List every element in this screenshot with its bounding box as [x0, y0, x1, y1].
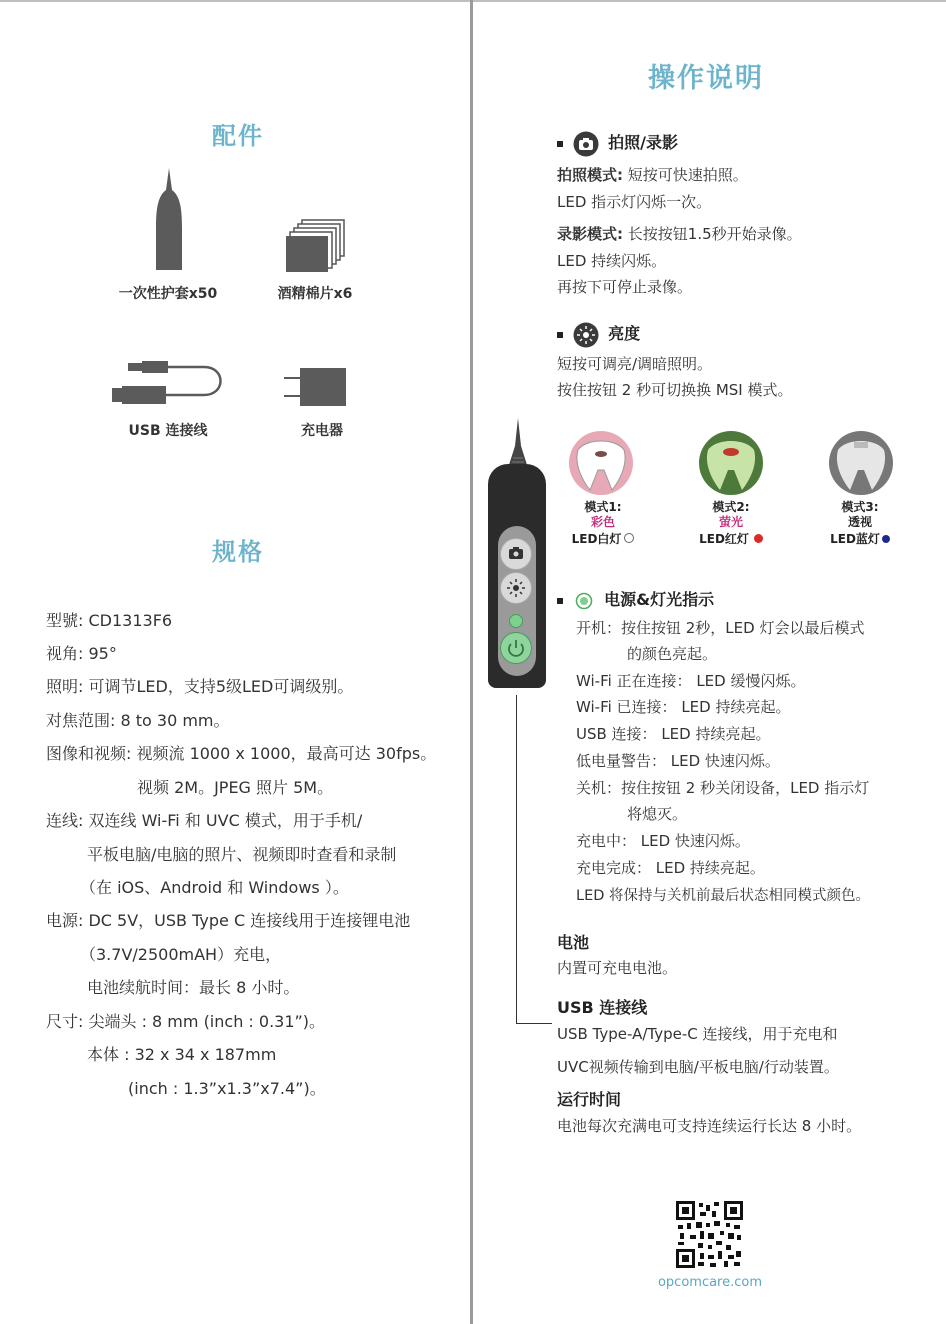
spec-dimensions: 尺寸: 尖端头 : 8 mm (inch : 0.31”)。 — [46, 1012, 326, 1031]
mode3-name: 模式3: — [841, 500, 879, 514]
brightness-heading-text: 亮度 — [608, 324, 641, 343]
center-fold-divider — [470, 0, 473, 1324]
power-led-heading-text: 电源&灯光指示 — [604, 590, 715, 609]
specs-title: 规格 — [212, 538, 264, 566]
spec-model: 型號: CD1313F6 — [46, 611, 173, 630]
brightness-icon — [573, 322, 599, 348]
photo-mode-line — [557, 164, 748, 185]
video-stop-line: 再按下可停止录像。 — [557, 278, 693, 296]
photo-video-heading — [557, 130, 678, 157]
spec-lighting: 照明: 可调节LED，支持5级LED可调级别。 — [46, 677, 354, 696]
accessory-label-usb: USB 连接线 — [128, 423, 208, 439]
mode2-name: 模式2: — [712, 500, 750, 514]
power-line-9: 充电中： LED 快速闪烁。 — [576, 832, 750, 850]
brightness-line-2: 按住按钮 2 秒可切换换 MSI 模式。 — [557, 381, 793, 399]
spec-image-video-cont: 视频 2M。JPEG 照片 5M。 — [137, 778, 334, 797]
power-line-5: USB 连接： LED 持续亮起。 — [576, 725, 771, 743]
brightness-heading — [557, 321, 640, 348]
power-line-8: 将熄灭。 — [627, 805, 688, 823]
bullet-square — [557, 332, 563, 338]
runtime-heading: 运行时间 — [557, 1090, 622, 1109]
spec-connection-cont-2: （在 iOS、Android 和 Windows ）。 — [80, 878, 349, 897]
connector-line-horizontal — [516, 1023, 552, 1024]
power-line-3: Wi-Fi 正在连接： LED 缓慢闪烁。 — [576, 672, 806, 690]
spec-dimensions-inch: (inch : 1.3”x1.3”x7.4”)。 — [128, 1079, 326, 1098]
sheath-icon — [150, 168, 188, 272]
accessory-label-charger: 充电器 — [301, 423, 343, 439]
usb-cable-line-2: UVC视频传输到电脑/平板电脑/行动装置。 — [557, 1058, 839, 1076]
otoscope-device — [488, 418, 548, 688]
accessory-label-sheath: 一次性护套x50 — [118, 286, 218, 302]
spec-power: 电源: DC 5V，USB Type C 连接线用于连接锂电池 — [46, 911, 411, 930]
brightness-line-1: 短按可调亮/调暗照明。 — [557, 355, 713, 373]
mode3-led-dot — [882, 535, 890, 543]
photo-led-line: LED 指示灯闪烁一次。 — [557, 193, 712, 211]
device-camera-button — [500, 538, 532, 570]
power-line-7: 关机：按住按钮 2 秒关闭设备，LED 指示灯 — [576, 779, 870, 797]
mode1-led-text: LED白灯 — [571, 532, 622, 546]
power-led-heading — [557, 587, 714, 610]
camera-icon — [573, 131, 599, 157]
usb-cable-heading: USB 连接线 — [557, 998, 648, 1017]
power-icon — [501, 633, 531, 663]
device-tip — [506, 418, 530, 468]
spec-power-cont-1: （3.7V/2500mAH）充电， — [80, 945, 282, 964]
power-line-11: LED 将保持与关机前最后状态相同模式颜色。 — [576, 888, 871, 904]
mode1-led-dot — [624, 533, 634, 543]
mode2-led-dot — [754, 534, 763, 543]
photo-mode-text: 短按可快速拍照。 — [627, 166, 748, 184]
power-line-2: 的颜色亮起。 — [627, 645, 718, 663]
mode2-caption — [676, 500, 786, 547]
photo-mode-label: 拍照模式: — [557, 166, 623, 184]
connector-line-vertical — [516, 695, 517, 1024]
spec-image-video: 图像和视频: 视频流 1000 x 1000，最高可达 30fps。 — [46, 744, 437, 763]
power-indicator-icon — [575, 592, 593, 610]
power-line-6: 低电量警告： LED 快速闪烁。 — [576, 752, 780, 770]
device-power-button — [500, 632, 532, 664]
mode2-led-text: LED红灯 — [699, 532, 749, 546]
brightness-icon — [501, 573, 531, 603]
usb-cable-line-1: USB Type-A/Type-C 连接线，用于充电和 — [557, 1025, 838, 1043]
spec-dimensions-body: 本体 : 32 x 34 x 187mm — [87, 1045, 277, 1064]
mode2-led-line — [676, 532, 786, 547]
video-mode-line — [557, 223, 802, 244]
usb-cable-icon — [108, 358, 228, 408]
spec-connection: 连线: 双连线 Wi-Fi 和 UVC 模式，用于手机/ — [46, 811, 363, 830]
video-mode-text: 长按按钮1.5秒开始录像。 — [627, 225, 802, 243]
battery-text: 内置可充电电池。 — [557, 959, 678, 977]
spec-focus-range: 对焦范围: 8 to 30 mm。 — [46, 711, 230, 730]
mode3-led-text: LED蓝灯 — [830, 532, 880, 546]
camera-icon — [501, 539, 531, 569]
mode3-led-line — [805, 532, 915, 547]
mode1-led-line — [548, 532, 658, 547]
qr-code[interactable] — [676, 1201, 743, 1268]
video-led-line: LED 持续闪烁。 — [557, 252, 667, 270]
bullet-square — [557, 141, 563, 147]
mode3-caption — [805, 500, 915, 547]
mode3-color-name: 透视 — [847, 515, 872, 529]
photo-video-heading-text: 拍照/录影 — [608, 133, 679, 152]
website-link[interactable]: opcomcare.com — [657, 1275, 763, 1290]
device-led-indicator — [509, 614, 523, 628]
spec-view-angle: 视角: 95° — [46, 644, 117, 663]
mode1-color-name: 彩色 — [590, 515, 615, 529]
instructions-title: 操作说明 — [648, 63, 764, 94]
power-line-1: 开机：按住按钮 2秒，LED 灯会以最后模式 — [576, 619, 865, 637]
runtime-text: 电池每次充满电可支持连续运行长达 8 小时。 — [557, 1117, 862, 1135]
mode2-color-name: 萤光 — [718, 515, 743, 529]
spec-power-cont-2: 电池续航时间：最长 8 小时。 — [87, 978, 300, 997]
alcohol-pads-icon — [284, 218, 348, 274]
accessories-title: 配件 — [212, 122, 264, 150]
device-brightness-button — [500, 572, 532, 604]
video-mode-label: 录影模式: — [557, 225, 623, 243]
spec-connection-cont-1: 平板电脑/电脑的照片、视频即时查看和录制 — [87, 845, 397, 864]
mode1-caption — [548, 500, 658, 547]
mode1-name: 模式1: — [584, 500, 622, 514]
battery-heading: 电池 — [557, 933, 590, 952]
mode1-tooth-image — [568, 430, 634, 496]
mode2-tooth-image — [698, 430, 764, 496]
power-line-4: Wi-Fi 已连接： LED 持续亮起。 — [576, 698, 791, 716]
mode3-tooth-image — [828, 430, 894, 496]
top-border — [0, 0, 946, 2]
accessory-label-pads: 酒精棉片x6 — [277, 286, 353, 302]
charger-icon — [282, 366, 348, 410]
bullet-square — [557, 598, 563, 604]
power-line-10: 充电完成： LED 持续亮起。 — [576, 859, 765, 877]
